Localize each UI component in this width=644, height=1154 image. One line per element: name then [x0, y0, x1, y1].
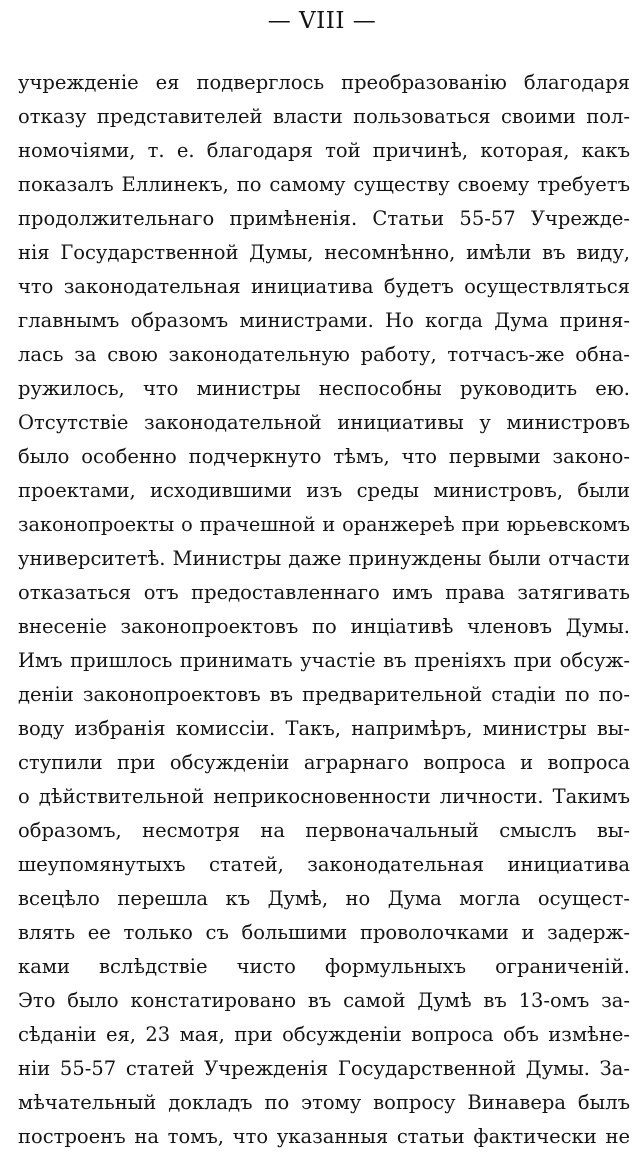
text-line: построенъ на томъ, что указанныя статьи фактически не — [18, 1125, 630, 1148]
text-line: ніи 55-57 статей Учрежденія Государственной Думы. За- — [18, 1057, 630, 1080]
text-line: всецѣло перешла къ Думѣ, но Дума могла осущест- — [18, 887, 630, 910]
text-line: образомъ, несмотря на первоначальный смыслъ вы- — [18, 819, 630, 842]
text-line: сѣданіи ея, 23 мая, при обсужденіи вопроса объ измѣне- — [18, 1023, 630, 1046]
text-line: главнымъ образомъ министрами. Но когда Дума приня- — [18, 309, 630, 332]
text-line: показалъ Еллинекъ, по самому существу своему требуетъ — [18, 173, 630, 196]
text-line: о дѣйствительной неприкосновенности личности. Такимъ — [18, 785, 630, 808]
text-line: законопроекты о прачешной и оранжереѣ при юрьевскомъ — [18, 513, 630, 536]
text-line: было особенно подчеркнуто тѣмъ, что первыми законо- — [18, 445, 630, 468]
text-line: учрежденіе ея подверглось преобразованію благодаря — [18, 71, 630, 94]
text-line: проектами, исходившими изъ среды министровъ, были — [18, 479, 630, 502]
text-line: деніи законопроектовъ въ предварительной стадіи по по- — [18, 683, 630, 706]
text-line: ками вслѣдствіе чисто формульныхъ ограниченій. — [18, 955, 630, 978]
text-line: воду избранія комиссіи. Такъ, напримѣръ, министры вы- — [18, 717, 630, 740]
text-line: Имъ пришлось принимать участіе въ преніяхъ при обсуж- — [18, 649, 630, 672]
text-line: Это было констатировано въ самой Думѣ въ 13-омъ за- — [18, 989, 630, 1012]
text-line: университетѣ. Министры даже принуждены были отчасти — [18, 547, 630, 570]
text-line: продолжительнаго примѣненія. Статьи 55-57 Учрежде- — [18, 207, 630, 230]
text-line: ружилось, что министры неспособны руководить ею. — [18, 377, 630, 400]
text-line: лась за свою законодательную работу, тотчасъ-же обна- — [18, 343, 630, 366]
text-line: отказу представителей власти пользоваться своими пол- — [18, 105, 630, 128]
text-line: шеупомянутыхъ статей, законодательная инициатива — [18, 853, 630, 876]
text-line: внесеніе законопроектовъ по инціативѣ членовъ Думы. — [18, 615, 630, 638]
text-line: Отсутствіе законодательной инициативы у министровъ — [18, 411, 630, 434]
text-line: нія Государственной Думы, несомнѣнно, имѣли въ виду, — [18, 241, 630, 264]
page-number-header: — VIII — — [267, 8, 377, 34]
text-line: ступили при обсужденіи аграрнаго вопроса и вопроса — [18, 751, 630, 774]
body-text — [18, 66, 630, 1154]
text-line: отказаться отъ предоставленнаго имъ права затягивать — [18, 581, 630, 604]
text-line: мѣчательный докладъ по этому вопросу Винавера былъ — [18, 1091, 630, 1114]
text-line: влять ее только съ большими проволочками и задерж- — [18, 921, 630, 944]
text-line: номочіями, т. е. благодаря той причинѣ, которая, какъ — [18, 139, 630, 162]
text-line: что законодательная инициатива будетъ осуществляться — [18, 275, 630, 298]
